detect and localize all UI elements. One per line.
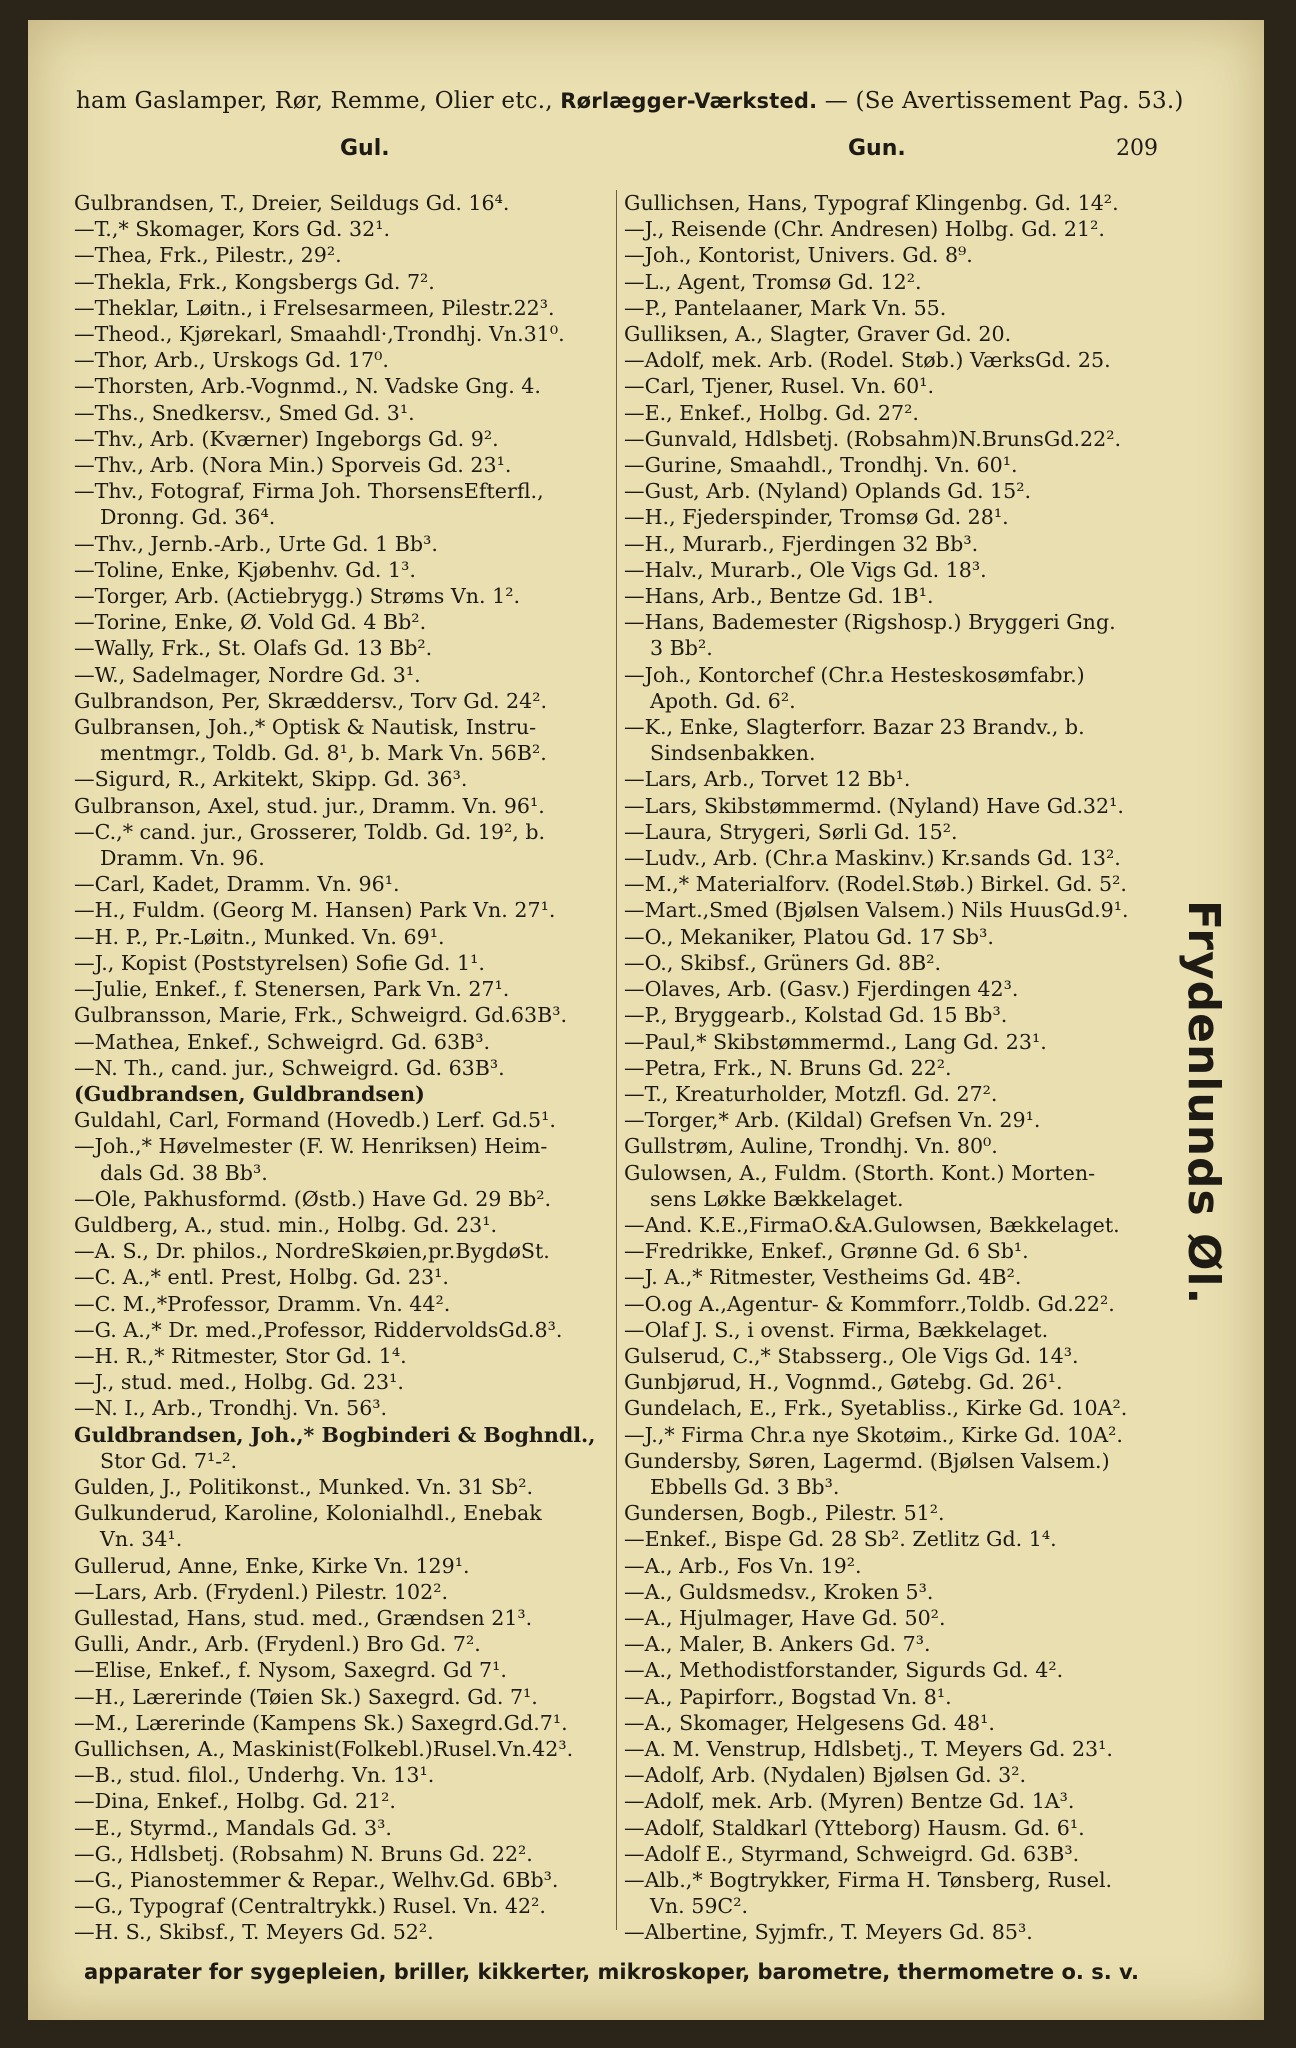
- entry-line: —A., Skomager, Helgesens Gd. 48¹.: [624, 1710, 995, 1735]
- top-advert-shop: Rørlægger-Værksted.: [560, 89, 818, 113]
- entry-line: —Theod., Kjørekarl, Smaahdl·,Trondhj. Vn.31⁰.: [74, 322, 565, 347]
- entry-line: —Ludv., Arb. (Chr.a Maskinv.) Kr.sands Gd. 13².: [624, 846, 1121, 871]
- entry-line: —Alb.,* Bogtrykker, Firma H. Tønsberg, Rusel.: [624, 1868, 1113, 1892]
- entry-line: —W., Sadelmager, Nordre Gd. 3¹.: [74, 662, 421, 687]
- entry-line: —Laura, Strygeri, Sørli Gd. 15².: [624, 819, 958, 844]
- entry-line: —J., Kopist (Poststyrelsen) Sofie Gd. 1¹.: [74, 950, 485, 975]
- entry-line: —G., Hdlsbetj. (Robsahm) N. Bruns Gd. 22².: [74, 1841, 533, 1866]
- directory-entry: [74, 295, 642, 321]
- entry-line: Gundersby, Søren, Lagermd. (Bjølsen Valsem.): [624, 1448, 1110, 1473]
- directory-entry: [74, 871, 642, 897]
- entry-line: —Albertine, Syjmfr., T. Meyers Gd. 85³.: [624, 1920, 1033, 1945]
- directory-entry: [74, 1212, 642, 1238]
- directory-entry: [624, 295, 1190, 321]
- directory-entry: [74, 373, 642, 399]
- directory-entry: [624, 662, 1190, 714]
- directory-entry: [74, 1029, 642, 1055]
- entry-line: —P., Bryggearb., Kolstad Gd. 15 Bb³.: [624, 1003, 1008, 1028]
- directory-entry: [74, 242, 642, 268]
- directory-entry: [624, 1867, 1190, 1919]
- entry-line: —Joh., Kontorist, Univers. Gd. 8⁹.: [624, 243, 973, 268]
- column-divider: [616, 190, 617, 1930]
- entry-line: —Thv., Arb. (Kværner) Ingeborgs Gd. 9².: [74, 426, 499, 451]
- entry-line: —O., Mekaniker, Platou Gd. 17 Sb³.: [624, 924, 994, 949]
- entry-line: —Torger,* Arb. (Kildal) Grefsen Vn. 29¹.: [624, 1108, 1041, 1133]
- directory-entry: [624, 1422, 1190, 1448]
- directory-entry: [624, 1631, 1190, 1657]
- directory-entry: [74, 400, 642, 426]
- directory-entry: [624, 1579, 1190, 1605]
- entry-line: —K., Enke, Slagterforr. Bazar 23 Brandv., b.: [624, 715, 1085, 740]
- directory-entry: [624, 609, 1190, 661]
- entry-line: —H. P., Pr.-Løitn., Munked. Vn. 69¹.: [74, 924, 445, 949]
- directory-entry: [624, 216, 1190, 242]
- entry-line: —H., Fuldm. (Georg M. Hansen) Park Vn. 27¹.: [74, 898, 556, 923]
- entry-line: —Petra, Frk., N. Bruns Gd. 22².: [624, 1055, 952, 1080]
- entry-line: —A., Maler, B. Ankers Gd. 7³.: [624, 1632, 931, 1657]
- directory-entry: [74, 950, 642, 976]
- entry-line: —Hans, Arb., Bentze Gd. 1B¹.: [624, 584, 934, 609]
- directory-entry: [624, 1212, 1190, 1238]
- directory-entry: [624, 1029, 1190, 1055]
- entry-line: —Toline, Enke, Kjøbenhv. Gd. 1³.: [74, 557, 416, 582]
- entry-line: —H., Lærerinde (Tøien Sk.) Saxegrd. Gd. 7¹.: [74, 1684, 538, 1709]
- entry-line: —N. Th., cand. jur., Schweigrd. Gd. 63B³.: [74, 1055, 505, 1080]
- directory-entry: [74, 1264, 642, 1290]
- directory-entry: [74, 269, 642, 295]
- entry-line: Gulden, J., Politikonst., Munked. Vn. 31 Sb².: [74, 1474, 534, 1499]
- entry-line: —Fredrikke, Enkef., Grønne Gd. 6 Sb¹.: [624, 1239, 1029, 1264]
- right-column-heading: Gun.: [848, 136, 906, 161]
- directory-entry: [74, 1002, 642, 1028]
- directory-entry: [624, 504, 1190, 530]
- entry-line: Gulowsen, A., Fuldm. (Storth. Kont.) Morten-: [624, 1160, 1096, 1185]
- directory-entry: [74, 1500, 642, 1552]
- directory-entry: [74, 1710, 642, 1736]
- directory-entry: [624, 897, 1190, 923]
- entry-line: —A., Papirforr., Bogstad Vn. 8¹.: [624, 1684, 952, 1709]
- entry-line: —J.,* Firma Chr.a nye Skotøim., Kirke Gd. 10A².: [624, 1422, 1123, 1447]
- directory-entry: [624, 1107, 1190, 1133]
- entry-line: Gundersen, Bogb., Pilestr. 51².: [624, 1501, 945, 1526]
- directory-entry: [624, 845, 1190, 871]
- entry-line: Guldahl, Carl, Formand (Hovedb.) Lerf. Gd.5¹.: [74, 1108, 556, 1133]
- directory-entry: [624, 924, 1190, 950]
- directory-entry: [624, 400, 1190, 426]
- entry-line: —Olaves, Arb. (Gasv.) Fjerdingen 42³.: [624, 977, 1019, 1002]
- entry-line: —T., Kreaturholder, Motzfl. Gd. 27².: [624, 1081, 998, 1106]
- directory-entry: [74, 1841, 642, 1867]
- directory-entry: [74, 1605, 642, 1631]
- entry-line: —H., Murarb., Fjerdingen 32 Bb³.: [624, 531, 979, 556]
- entry-line: —Halv., Murarb., Ole Vigs Gd. 18³.: [624, 557, 987, 582]
- entry-line: —Carl, Kadet, Dramm. Vn. 96¹.: [74, 872, 400, 897]
- directory-entry: [74, 1815, 642, 1841]
- directory-entry: [74, 766, 642, 792]
- directory-entry: [74, 635, 642, 661]
- entry-continuation-line: Vn. 59C².: [650, 1894, 748, 1919]
- entry-line: —Thv., Fotograf, Firma Joh. ThorsensEfterfl.,: [74, 479, 544, 504]
- entry-line: Gulbrandson, Per, Skræddersv., Torv Gd. 24².: [74, 688, 548, 713]
- entry-line: —M., Lærerinde (Kampens Sk.) Saxegrd.Gd.7¹.: [74, 1710, 568, 1735]
- entry-line: Gullestad, Hans, stud. med., Grændsen 21³.: [74, 1605, 533, 1630]
- entry-line: —Torine, Enke, Ø. Vold Gd. 4 Bb².: [74, 610, 427, 635]
- entry-line: —Thekla, Frk., Kongsbergs Gd. 7².: [74, 269, 435, 294]
- entry-line: Gunbjørud, H., Vognmd., Gøtebg. Gd. 26¹.: [624, 1370, 1063, 1395]
- entry-line: —Adolf, mek. Arb. (Myren) Bentze Gd. 1A³.: [624, 1789, 1075, 1814]
- entry-line: —C.,* cand. jur., Grosserer, Toldb. Gd. 19², b.: [74, 819, 546, 844]
- entry-line: —H. R.,* Ritmester, Stor Gd. 1⁴.: [74, 1343, 407, 1368]
- directory-entry: [74, 452, 642, 478]
- entry-line: —Lars, Arb. (Frydenl.) Pilestr. 102².: [74, 1579, 449, 1604]
- entry-continuation-line: Ebbells Gd. 3 Bb³.: [650, 1474, 840, 1499]
- entry-line: —J., stud. med., Holbg. Gd. 23¹.: [74, 1370, 404, 1395]
- directory-entry: [74, 1133, 642, 1185]
- directory-entry: [624, 557, 1190, 583]
- directory-entry: [624, 583, 1190, 609]
- entry-line: —M.,* Materialforv. (Rodel.Støb.) Birkel. Gd. 5².: [624, 872, 1127, 897]
- entry-line: —E., Styrmd., Mandals Gd. 3³.: [74, 1815, 392, 1840]
- directory-entry: [74, 1657, 642, 1683]
- directory-entry: [624, 1369, 1190, 1395]
- directory-entry: [624, 1055, 1190, 1081]
- directory-entry: [74, 1474, 642, 1500]
- directory-entry: [624, 1133, 1190, 1159]
- directory-entry: [624, 452, 1190, 478]
- entry-line: —O.og A.,Agentur- & Kommforr.,Toldb. Gd.22².: [624, 1291, 1115, 1316]
- directory-entry: [74, 1631, 642, 1657]
- directory-entry: [624, 714, 1190, 766]
- directory-entry: [74, 924, 642, 950]
- entry-line: —Gunvald, Hdlsbetj. (Robsahm)N.BrunsGd.22².: [624, 426, 1122, 451]
- directory-entry: [624, 373, 1190, 399]
- directory-entry: [624, 1788, 1190, 1814]
- directory-entry: [624, 426, 1190, 452]
- directory-entry: [74, 1186, 642, 1212]
- entry-line: —J. A.,* Ritmester, Vestheims Gd. 4B².: [624, 1265, 1022, 1290]
- entry-line: —Ths., Snedkersv., Smed Gd. 3¹.: [74, 400, 415, 425]
- entry-line: —And. K.E.,FirmaO.&A.Gulowsen, Bækkelaget.: [624, 1212, 1120, 1237]
- directory-entry: [74, 1291, 642, 1317]
- directory-entry: [624, 1553, 1190, 1579]
- entry-line: —Sigurd, R., Arkitekt, Skipp. Gd. 36³.: [74, 767, 468, 792]
- entry-line: —Adolf, Staldkarl (Ytteborg) Hausm. Gd. 6¹.: [624, 1815, 1085, 1840]
- directory-entry: [624, 1841, 1190, 1867]
- entry-line: —Torger, Arb. (Actiebrygg.) Strøms Vn. 1².: [74, 584, 521, 609]
- entry-continuation-line: Sindsenbakken.: [650, 741, 816, 766]
- directory-entry: [74, 1684, 642, 1710]
- entry-line: —Dina, Enkef., Holbg. Gd. 21².: [74, 1789, 396, 1814]
- directory-entry: [74, 216, 642, 242]
- entry-line: Gulserud, C.,* Stabsserg., Ole Vigs Gd. 14³.: [624, 1343, 1079, 1368]
- entry-line: —P., Pantelaaner, Mark Vn. 55.: [624, 295, 947, 320]
- directory-entry: [624, 1238, 1190, 1264]
- entry-line: Gullichsen, Hans, Typograf Klingenbg. Gd. 14².: [624, 191, 1119, 215]
- directory-entry: [624, 321, 1190, 347]
- directory-entry: [74, 1762, 642, 1788]
- directory-entry: [74, 1736, 642, 1762]
- entry-continuation-line: sens Løkke Bækkelaget.: [650, 1186, 904, 1211]
- entry-line: —G., Typograf (Centraltrykk.) Rusel. Vn. 42².: [74, 1894, 546, 1919]
- entry-line: —B., stud. filol., Underhg. Vn. 13¹.: [74, 1763, 435, 1788]
- entry-line: Gulbransen, Joh.,* Optisk & Nautisk, Instru-: [74, 715, 537, 740]
- directory-entry: [74, 1343, 642, 1369]
- entry-line: —E., Enkef., Holbg. Gd. 27².: [624, 400, 919, 425]
- directory-entry: [624, 1395, 1190, 1421]
- directory-entry: [624, 1002, 1190, 1028]
- footer-advert-line: apparater for sygepleien, briller, kikkerter, mikroskoper, barometre, thermometre o. s. v.: [84, 1960, 1139, 1984]
- entry-continuation-line: Dronng. Gd. 36⁴.: [100, 505, 276, 530]
- directory-entry: [74, 976, 642, 1002]
- directory-entry: [74, 662, 642, 688]
- entry-line: —C. M.,*Professor, Dramm. Vn. 44².: [74, 1291, 451, 1316]
- entry-continuation-line: Stor Gd. 7¹-².: [100, 1448, 238, 1473]
- top-advert-reference: — (Se Avertissement Pag. 53.): [817, 88, 1184, 114]
- directory-entry: [624, 819, 1190, 845]
- directory-entry: [74, 1107, 642, 1133]
- entry-line: —Lars, Arb., Torvet 12 Bb¹.: [624, 767, 911, 792]
- directory-entry: [624, 793, 1190, 819]
- entry-line: —A. S., Dr. philos., NordreSkøien,pr.BygdøSt.: [74, 1239, 550, 1264]
- directory-entry: [624, 531, 1190, 557]
- directory-entry: [624, 871, 1190, 897]
- directory-entry: [624, 1815, 1190, 1841]
- entry-continuation-line: Apoth. Gd. 6².: [650, 688, 796, 713]
- directory-entry: [624, 1081, 1190, 1107]
- directory-entry: [74, 1395, 642, 1421]
- entry-line: —A., Arb., Fos Vn. 19².: [624, 1553, 862, 1578]
- directory-entry: [624, 1264, 1190, 1290]
- entry-line: —Joh.,* Høvelmester (F. W. Henriksen) Heim-: [74, 1134, 548, 1159]
- entry-line: —Adolf, Arb. (Nydalen) Bjølsen Gd. 3².: [624, 1763, 1027, 1788]
- side-advert: Frydenlunds Øl.: [1178, 900, 1229, 1306]
- entry-continuation-line: dals Gd. 38 Bb³.: [100, 1160, 268, 1185]
- directory-page: [28, 20, 1264, 2020]
- directory-entry: [624, 1526, 1190, 1552]
- entry-continuation-line: Vn. 34¹.: [100, 1527, 183, 1552]
- entry-line: —G. A.,* Dr. med.,Professor, RiddervoldsGd.8³.: [74, 1317, 563, 1342]
- entry-line: Guldberg, A., stud. min., Holbg. Gd. 23¹.: [74, 1212, 498, 1237]
- directory-entry: [624, 766, 1190, 792]
- entry-line: —Lars, Skibstømmermd. (Nyland) Have Gd.32¹.: [624, 793, 1124, 818]
- directory-entry: [74, 426, 642, 452]
- entry-line: —Hans, Bademester (Rigshosp.) Bryggeri Gng.: [624, 610, 1116, 635]
- entry-line: —Thorsten, Arb.-Vognmd., N. Vadske Gng. 4.: [74, 374, 541, 399]
- top-advert-line: [76, 88, 1196, 114]
- directory-entry: [74, 1317, 642, 1343]
- directory-entry: [74, 897, 642, 923]
- entry-line: —A., Hjulmager, Have Gd. 50².: [624, 1605, 946, 1630]
- entry-line: Gundelach, E., Frk., Syetabliss., Kirke Gd. 10A².: [624, 1396, 1128, 1421]
- entry-line: —Gust, Arb. (Nyland) Oplands Gd. 15².: [624, 479, 1032, 504]
- entry-continuation-line: mentmgr., Toldb. Gd. 8¹, b. Mark Vn. 56B².: [100, 741, 547, 766]
- entry-line: —J., Reisende (Chr. Andresen) Holbg. Gd. 21².: [624, 217, 1105, 242]
- entry-line: —Carl, Tjener, Rusel. Vn. 60¹.: [624, 374, 935, 399]
- entry-line: —Adolf E., Styrmand, Schweigrd. Gd. 63B³.: [624, 1841, 1080, 1866]
- entry-line: —Mathea, Enkef., Schweigrd. Gd. 63B³.: [74, 1029, 491, 1054]
- entry-line: —Julie, Enkef., f. Stenersen, Park Vn. 27¹.: [74, 977, 510, 1002]
- entry-line: Gullichsen, A., Maskinist(Folkebl.)Rusel.Vn.42³.: [74, 1736, 574, 1761]
- entry-line: —Thea, Frk., Pilestr., 29².: [74, 243, 342, 268]
- directory-entry: [74, 1893, 642, 1919]
- directory-entry: [624, 1605, 1190, 1631]
- entry-line: Gullstrøm, Auline, Trondhj. Vn. 80⁰.: [624, 1134, 998, 1159]
- entry-line: Gulli, Andr., Arb. (Frydenl.) Bro Gd. 7².: [74, 1632, 481, 1657]
- entry-line: —A., Guldsmedsv., Kroken 5³.: [624, 1579, 934, 1604]
- page-number: 209: [1116, 136, 1158, 161]
- entry-line: —H., Fjederspinder, Tromsø Gd. 28¹.: [624, 505, 1009, 530]
- directory-entry: [74, 609, 642, 635]
- entry-continuation-line: Dramm. Vn. 96.: [100, 846, 265, 871]
- directory-entry: [74, 1081, 642, 1107]
- directory-entry: [624, 242, 1190, 268]
- directory-entry: [624, 1448, 1190, 1500]
- entry-line: —Elise, Enkef., f. Nysom, Saxegrd. Gd 7¹.: [74, 1658, 507, 1683]
- left-column: [74, 190, 642, 1946]
- directory-entry: [624, 478, 1190, 504]
- entry-line: —A., Methodistforstander, Sigurds Gd. 4².: [624, 1658, 1064, 1683]
- entry-line: —Thor, Arb., Urskogs Gd. 17⁰.: [74, 348, 389, 373]
- directory-entry: [74, 321, 642, 347]
- directory-entry: [624, 1762, 1190, 1788]
- directory-entry: [624, 347, 1190, 373]
- entry-line: Gulliksen, A., Slagter, Graver Gd. 20.: [624, 322, 1012, 347]
- entry-line: —C. A.,* entl. Prest, Holbg. Gd. 23¹.: [74, 1265, 449, 1290]
- directory-entry: [624, 190, 1190, 216]
- directory-entry: [74, 531, 642, 557]
- directory-entry: [74, 347, 642, 373]
- right-column: [624, 190, 1190, 1946]
- entry-line: —Ole, Pakhusformd. (Østb.) Have Gd. 29 Bb².: [74, 1186, 552, 1211]
- entry-line: —T.,* Skomager, Kors Gd. 32¹.: [74, 217, 390, 242]
- directory-entry: [74, 819, 642, 871]
- left-column-heading: Gul.: [340, 136, 390, 161]
- directory-entry: [74, 190, 642, 216]
- entry-line: —O., Skibsf., Grüners Gd. 8B².: [624, 950, 942, 975]
- entry-continuation-line: 3 Bb².: [650, 636, 713, 661]
- directory-entry: [74, 793, 642, 819]
- entry-line: Gullerud, Anne, Enke, Kirke Vn. 129¹.: [74, 1553, 470, 1578]
- entry-line: —Theklar, Løitn., i Frelsesarmeen, Pilestr.22³.: [74, 295, 555, 320]
- entry-line: Gulkunderud, Karoline, Kolonialhdl., Enebak: [74, 1501, 542, 1526]
- directory-entry: [74, 1369, 642, 1395]
- directory-entry: [74, 1579, 642, 1605]
- directory-entry: [74, 1919, 642, 1945]
- directory-entry: [74, 557, 642, 583]
- entry-line: (Gudbrandsen, Guldbrandsen): [74, 1081, 425, 1106]
- top-advert-text: ham Gaslamper, Rør, Remme, Olier etc.,: [76, 88, 561, 114]
- directory-entry: [74, 714, 642, 766]
- directory-entry: [624, 1160, 1190, 1212]
- directory-entry: [74, 1238, 642, 1264]
- directory-entry: [624, 1500, 1190, 1526]
- entry-line: —G., Pianostemmer & Repar., Welhv.Gd. 6Bb³.: [74, 1868, 559, 1892]
- directory-entry: [624, 1736, 1190, 1762]
- entry-line: Gulbranson, Axel, stud. jur., Dramm. Vn. 96¹.: [74, 793, 545, 818]
- entry-line: —Joh., Kontorchef (Chr.a Hesteskosømfabr.): [624, 662, 1085, 687]
- directory-entry: [624, 950, 1190, 976]
- directory-entry: [74, 1553, 642, 1579]
- entry-line: —Wally, Frk., St. Olafs Gd. 13 Bb².: [74, 636, 433, 661]
- entry-line: —Mart.,Smed (Bjølsen Valsem.) Nils HuusGd.9¹.: [624, 898, 1129, 923]
- directory-entry: [74, 478, 642, 530]
- directory-entry: [624, 1317, 1190, 1343]
- directory-entry: [624, 1710, 1190, 1736]
- directory-entry: [74, 1867, 642, 1893]
- directory-entry: [624, 1684, 1190, 1710]
- entry-line: —Thv., Arb. (Nora Min.) Sporveis Gd. 23¹.: [74, 453, 512, 478]
- entry-line: —L., Agent, Tromsø Gd. 12².: [624, 269, 922, 294]
- directory-entry: [624, 1343, 1190, 1369]
- entry-line: Gulbransson, Marie, Frk., Schweigrd. Gd.63B³.: [74, 1003, 568, 1028]
- entry-line: —H. S., Skibsf., T. Meyers Gd. 52².: [74, 1920, 434, 1945]
- entry-line: —N. I., Arb., Trondhj. Vn. 56³.: [74, 1396, 388, 1421]
- directory-entry: [74, 1055, 642, 1081]
- directory-entry: [74, 1422, 642, 1474]
- entry-line: —Thv., Jernb.-Arb., Urte Gd. 1 Bb³.: [74, 531, 438, 556]
- entry-line: —Enkef., Bispe Gd. 28 Sb². Zetlitz Gd. 1⁴.: [624, 1527, 1057, 1552]
- directory-entry: [624, 1291, 1190, 1317]
- entry-line: —A. M. Venstrup, Hdlsbetj., T. Meyers Gd. 23¹.: [624, 1736, 1113, 1761]
- directory-entry: [74, 583, 642, 609]
- entry-line: Guldbrandsen, Joh.,* Bogbinderi & Boghndl.,: [74, 1422, 596, 1447]
- directory-entry: [74, 1788, 642, 1814]
- directory-entry: [624, 1919, 1190, 1945]
- directory-entry: [624, 269, 1190, 295]
- directory-entry: [74, 688, 642, 714]
- entry-line: —Adolf, mek. Arb. (Rodel. Støb.) VærksGd. 25.: [624, 348, 1111, 373]
- entry-line: —Olaf J. S., i ovenst. Firma, Bækkelaget.: [624, 1317, 1049, 1342]
- directory-entry: [624, 1657, 1190, 1683]
- directory-entry: [624, 976, 1190, 1002]
- entry-line: Gulbrandsen, T., Dreier, Seildugs Gd. 16⁴.: [74, 191, 510, 215]
- entry-line: —Paul,* Skibstømmermd., Lang Gd. 23¹.: [624, 1029, 1047, 1054]
- entry-line: —Gurine, Smaahdl., Trondhj. Vn. 60¹.: [624, 453, 1018, 478]
